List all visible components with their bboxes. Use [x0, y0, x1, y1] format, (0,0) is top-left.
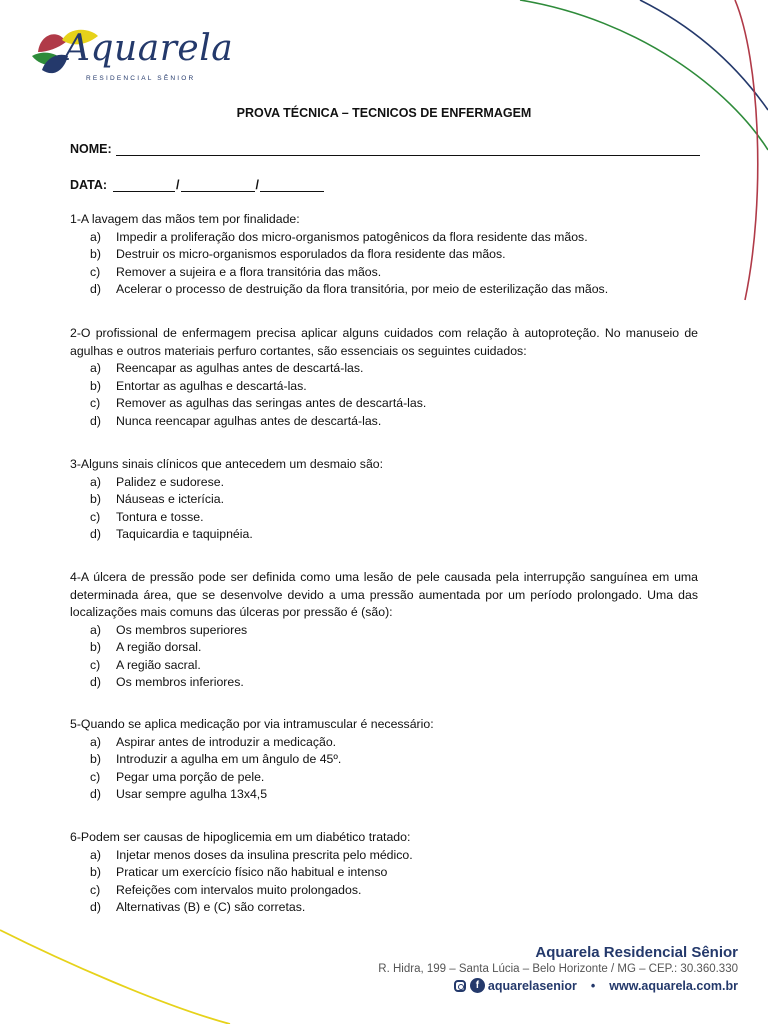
page-title: PROVA TÉCNICA – TECNICOS DE ENFERMAGEM — [236, 106, 532, 120]
question-stem: 2-O profissional de enfermagem precisa aplicar alguns cuidados com relação à autoproteção. No manuseio de agulhas e outros materiais perfuro cortantes, são essenciais os seguintes cuidados: — [70, 326, 698, 358]
option-b[interactable]: b) Praticar um exercício físico não habitual e intenso — [90, 865, 388, 879]
option-a[interactable]: a) Palidez e sudorese. — [90, 474, 225, 489]
question-4 — [70, 569, 698, 692]
instagram-icon[interactable] — [454, 980, 466, 992]
option-c[interactable]: c) Remover a sujeira e a flora transitória das mãos. — [90, 264, 382, 279]
option-d[interactable]: d) Os membros inferiores. — [90, 675, 244, 689]
question-3 — [70, 456, 698, 544]
option-b[interactable]: b) Entortar as agulhas e descartá-las. — [90, 378, 307, 393]
question-stem: 5-Quando se aplica medicação por via intramuscular é necessário: — [70, 717, 434, 731]
logo-wordmark: Aquarela — [64, 28, 234, 69]
option-b[interactable]: b) Destruir os micro-organismos esporulados da flora residente das mãos. — [90, 247, 506, 261]
question-2 — [70, 325, 698, 430]
option-a[interactable]: a) Injetar menos doses da insulina prescrita pelo médico. — [90, 847, 413, 862]
logo-subtitle: RESIDENCIAL SÊNIOR — [86, 75, 196, 82]
date-month-blank[interactable] — [181, 179, 255, 192]
option-c[interactable]: c) Pegar uma porção de pele. — [90, 769, 265, 784]
question-stem: 4-A úlcera de pressão pode ser definida como uma lesão de pele causada pela interrupção sanguínea em uma determinada área, que se desenvolve devido a uma pressão aumentada por um período prolongado. Uma das localizações mais comuns das úlceras por pressão é (são): — [70, 570, 698, 619]
option-b[interactable]: b) A região dorsal. — [90, 640, 202, 654]
footer-bullet: • — [590, 978, 596, 993]
question-6 — [70, 829, 698, 917]
option-d[interactable]: d) Taquicardia e taquipnéia. — [90, 527, 253, 541]
name-label: NOME: — [70, 142, 112, 156]
question-stem: 1-A lavagem das mãos tem por finalidade: — [70, 212, 300, 226]
option-a[interactable]: a) Os membros superiores — [90, 622, 248, 637]
option-c[interactable]: c) Remover as agulhas das seringas antes de descartá-las. — [90, 396, 427, 410]
date-separator: / — [176, 178, 180, 192]
option-c[interactable]: c) A região sacral. — [90, 657, 201, 672]
option-a[interactable]: a) Impedir a proliferação dos micro-organismos patogênicos da flora residente das mãos. — [90, 229, 588, 244]
option-d[interactable]: d) Acelerar o processo de destruição da flora transitória, por meio de esterilização das mãos. — [90, 282, 609, 296]
footer-address: R. Hidra, 199 – Santa Lúcia – Belo Horizonte / MG – CEP.: 30.360.330 — [378, 963, 738, 975]
footer-contacts — [318, 978, 738, 993]
aquarela-logo — [28, 22, 248, 100]
option-d[interactable]: d) Nunca reencapar agulhas antes de descartá-las. — [90, 413, 382, 428]
question-stem: 3-Alguns sinais clínicos que antecedem um desmaio são: — [70, 457, 384, 471]
date-label: DATA: — [70, 178, 108, 192]
page-footer — [318, 944, 738, 993]
date-field[interactable] — [70, 178, 324, 192]
name-field[interactable] — [70, 142, 700, 156]
question-5 — [70, 716, 698, 804]
date-separator: / — [255, 178, 259, 192]
name-blank-line[interactable] — [116, 143, 700, 156]
option-c[interactable]: c) Tontura e tosse. — [90, 509, 204, 524]
option-b[interactable]: b) Náuseas e icterícia. — [90, 492, 224, 506]
option-d[interactable]: d) Alternativas (B) e (C) são corretas. — [90, 900, 306, 914]
footer-company-name: Aquarela Residencial Sênior — [535, 944, 738, 961]
question-1 — [70, 211, 698, 299]
facebook-icon[interactable]: f — [470, 978, 485, 993]
date-year-blank[interactable] — [260, 179, 324, 192]
footer-social-handle[interactable]: aquarelasenior — [487, 978, 577, 993]
question-stem: 6-Podem ser causas de hipoglicemia em um diabético tratado: — [70, 830, 411, 844]
option-c[interactable]: c) Refeições com intervalos muito prolongados. — [90, 882, 362, 897]
option-a[interactable]: a) Aspirar antes de introduzir a medicação. — [90, 734, 337, 749]
footer-website-link[interactable]: www.aquarela.com.br — [609, 978, 738, 993]
option-a[interactable]: a) Reencapar as agulhas antes de descartá-las. — [90, 361, 364, 375]
date-day-blank[interactable] — [113, 179, 175, 192]
option-d[interactable]: d) Usar sempre agulha 13x4,5 — [90, 787, 268, 801]
option-b[interactable]: b) Introduzir a agulha em um ângulo de 45º. — [90, 752, 342, 766]
